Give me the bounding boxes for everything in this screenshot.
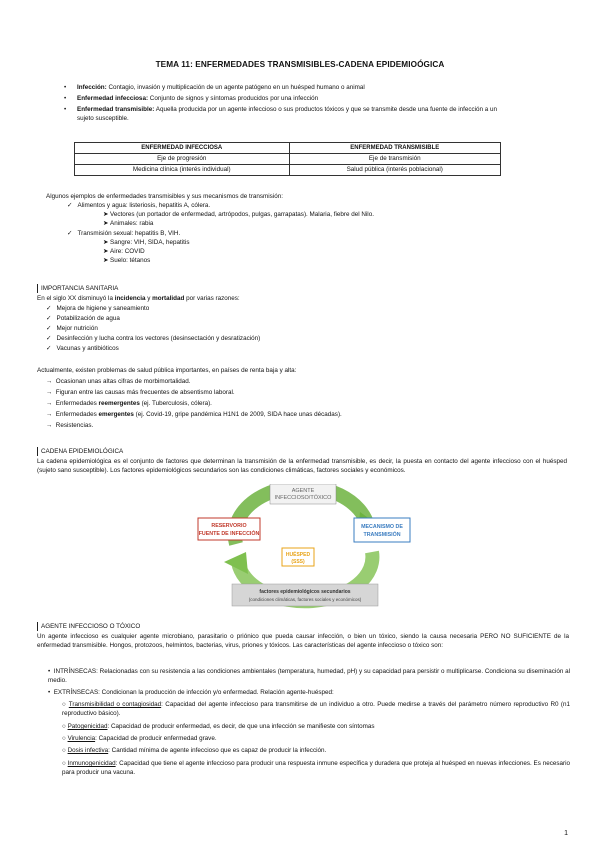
circle-bullet-icon: ○ (62, 735, 66, 742)
circle-bullet-icon: ○ (62, 701, 67, 708)
circle-bullet-icon: ○ (62, 760, 66, 767)
comparison-table (74, 142, 501, 176)
definition-item: • Enfermedad infecciosa: Conjunto de signos y síntomas producidos por una infección (64, 95, 319, 102)
section-heading-cadena: CADENA EPIDEMIOLÓGICA (37, 447, 123, 456)
importancia-current: Actualmente, existen problemas de salud pública importantes, en países de renta baja y alta: (37, 367, 297, 374)
example-food-sub: ➤ Vectores (un portador de enfermedad, artrópodos, pulgas, garrapatas). Malaria, fiebre del Nilo. (103, 211, 374, 218)
bullet-icon: • (48, 668, 51, 675)
extrinsic-characteristic: ○ Dosis infectiva: Cantidad mínima de agente infeccioso que es capaz de producir la infección. (62, 747, 327, 754)
reservoir-label: FUENTE DE INFECCIÓN (198, 531, 260, 537)
circle-bullet-icon: ○ (62, 747, 66, 754)
problem-item: → Ocasionan unas altas cifras de morbimortalidad. (46, 378, 191, 385)
arrow-icon: ➤ (103, 248, 109, 255)
bullet-icon: • (48, 689, 51, 696)
arrow-right-icon: → (46, 378, 53, 385)
mechanism-label: TRANSMISIÓN (363, 532, 401, 538)
extrinsecas-item: • EXTRÍNSECAS: Condicionan la producción de infección y/o enfermedad. Relación agente-huésped: (48, 689, 334, 696)
agent-label: AGENTE (291, 488, 315, 494)
mechanism-label: MECANISMO DE (361, 524, 403, 530)
reason-item: ✓ Vacunas y antibióticos (46, 345, 119, 352)
definition-item: • Enfermedad transmisible: Aquella producida por un agente infeccioso o sus productos tóxicos y que se transmite desde una fuente de infección a un (64, 106, 498, 113)
arrow-right-icon: → (46, 400, 53, 407)
arrow-icon: ➤ (103, 257, 109, 264)
table-cell: Salud pública (interés poblacional) (289, 165, 501, 176)
reservoir-label: RESERVORIO (211, 523, 247, 529)
arrow-right-icon: → (46, 422, 53, 429)
check-icon: ✓ (46, 305, 52, 312)
agent-label: INFECCIOSO/TÓXICO (274, 495, 332, 501)
table-cell: Eje de transmisión (289, 154, 501, 165)
table-header: ENFERMEDAD TRANSMISIBLE (289, 143, 501, 154)
reason-item: ✓ Mejora de higiene y saneamiento (46, 305, 150, 312)
table-header: ENFERMEDAD INFECCIOSA (75, 143, 290, 154)
arrow-icon: ➤ (103, 220, 109, 227)
arrow-right-icon: → (46, 411, 53, 418)
page-title: TEMA 11: ENFERMEDADES TRANSMISIBLES-CADENA EPIDEMIOÓGICA (155, 60, 445, 69)
example-sexual: ✓ Transmisión sexual: hepatitis B, VIH. (67, 230, 181, 237)
arrow-icon: ➤ (103, 211, 109, 218)
problem-item: → Enfermedades reemergentes (ej. Tuberculosis, cólera). (46, 400, 212, 407)
check-icon: ✓ (46, 315, 52, 322)
definition-continuation: sujeto susceptible. (77, 115, 129, 122)
extrinsic-characteristic: ○ Virulencia: Capacidad de producir enfermedad grave. (62, 735, 217, 742)
mechanism-box (354, 518, 410, 542)
reason-item: ✓ Potabilización de agua (46, 315, 120, 322)
table-cell: Eje de progresión (75, 154, 290, 165)
example-sexual-sub: ➤ Sangre: VIH, SIDA, hepatitis (103, 239, 190, 246)
section-heading-importancia: IMPORTANCIA SANITARIA (37, 284, 118, 293)
check-icon: ✓ (67, 230, 73, 237)
definitions-list (62, 83, 570, 125)
page-number: 1 (564, 830, 568, 837)
host-label: HUÉSPED (285, 552, 311, 558)
arrow-right-icon: → (46, 389, 53, 396)
check-icon: ✓ (46, 345, 52, 352)
secondary-factors-box (232, 584, 378, 606)
extrinsic-characteristic: ○ Inmunogenicidad: Capacidad que tiene el agente infeccioso para producir una respuesta inmune específica y duradera que proteja al huésped en nuevas infecciones. Es necesario para producir una vacuna. (62, 760, 570, 776)
table-cell: Medicina clínica (interés individual) (75, 165, 290, 176)
extrinsic-characteristic: ○ Transmisibilidad o contagiosidad: Capacidad del agente infeccioso para transmitirse de un individuo a otro. Puede medirse a través del parámetro número reproductivo R0 (n1 reproductivo básico). (62, 701, 570, 717)
epidemiological-chain-diagram (196, 484, 411, 614)
example-food: ✓ Alimentos y agua: listeriosis, hepatitis A, cólera. (67, 202, 211, 209)
agent-box (270, 484, 336, 504)
reason-item: ✓ Desinfección y lucha contra los vectores (desinsectación y desratización) (46, 335, 261, 342)
agente-paragraph: Un agente infeccioso es cualquier agente microbiano, parasitario o priónico que pueda causar infección, o bien un tóxico, siendo la causa necesaria PERO NO SUFICIENTE de la enfermedad transmisible. Hongos, protozoos, helmintos, bacterias, virus, priones y tóxicos. Las características del agente infeccioso o tóxico son: (37, 633, 569, 650)
section-heading-agente: AGENTE INFECCIOSO O TÓXICO (37, 622, 140, 631)
arrow-icon: ➤ (103, 239, 109, 246)
table-row (75, 154, 501, 165)
examples-intro: Algunos ejemplos de enfermedades transmisibles y sus mecanismos de transmisión: (46, 193, 283, 200)
table-header-row (75, 143, 501, 154)
example-food-sub: ➤ Animales: rabia (103, 220, 154, 227)
reason-item: ✓ Mejor nutrición (46, 325, 98, 332)
check-icon: ✓ (46, 335, 52, 342)
host-label: (SSS) (291, 559, 305, 565)
example-sexual-sub: ➤ Aire: COVID (103, 248, 145, 255)
problem-item: → Enfermedades emergentes (ej. Covid-19, gripe pandémica H1N1 de 2009, SIDA hace unas décadas). (46, 411, 342, 418)
problem-item: → Resistencias. (46, 422, 94, 429)
secondary-factors-label: (condiciones climáticas, factores sociales y económicos) (248, 597, 362, 602)
secondary-factors-label: factores epidemiológicos secundarios (259, 589, 351, 595)
table-row (75, 165, 501, 176)
importancia-intro: En el siglo XX disminuyó la incidencia y mortalidad por varias razones: (37, 295, 240, 302)
cadena-paragraph: La cadena epidemiológica es el conjunto de factores que determinan la transmisión de la enfermedad transmisible, es decir, la puesta en contacto del agente infeccioso con el huésped (sujeto sano susceptible). Los factores epidemiológicos secundarios son las condiciones climáticas, factores sociales y económicos. (37, 458, 567, 475)
intrinsecas-item: • INTRÍNSECAS: Relacionadas con su resistencia a las condiciones ambientales (temperatura, humedad, pH) y su capacidad para persistir o multiplicarse. Condiciona su diseminación al medio. (48, 668, 570, 684)
extrinsic-characteristic: ○ Patogenicidad: Capacidad de producir enfermedad, es decir, de que una infección se manifieste con síntomas (62, 723, 375, 730)
circle-bullet-icon: ○ (62, 723, 66, 730)
check-icon: ✓ (67, 202, 73, 209)
definition-item: • Infección: Contagio, invasión y multiplicación de un agente patógeno en un huésped humano o animal (64, 84, 365, 91)
example-sexual-sub: ➤ Suelo: tétanos (103, 257, 151, 264)
problem-item: → Figuran entre las causas más frecuentes de absentismo laboral. (46, 389, 235, 396)
check-icon: ✓ (46, 325, 52, 332)
